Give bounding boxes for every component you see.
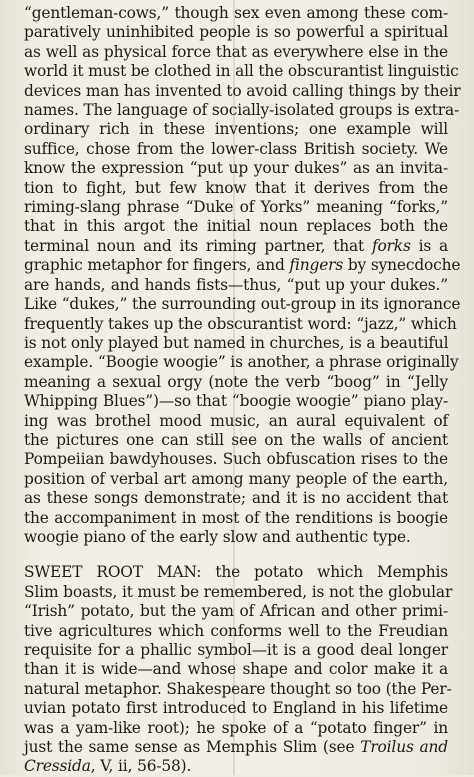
- text-line: tive agricultures which conforms well to the Freudian: [24, 621, 448, 640]
- text-line: as well as physical force that as everywhere else in the: [24, 42, 448, 61]
- text-line: Like “dukes,” the surrounding out-group in its ignorance: [24, 295, 461, 314]
- text-line: requisite for a phallic symbol—it is a good deal longer: [24, 641, 448, 659]
- text-line: names. The language of socially-isolated groups is extra-: [24, 101, 460, 120]
- text-line: riming-slang phrase “Duke of Yorks” meaning “forks,”: [24, 198, 448, 217]
- text-line: just the same sense as Memphis Slim (see Troilus and: [24, 738, 448, 757]
- text-line: graphic metaphor for fingers, and fingers by synecdoche: [24, 256, 461, 275]
- text-line: natural metaphor. Shakespeare thought so too (the Per-: [24, 679, 452, 698]
- text-line: ing was brothel mood music, an aural equivalent of: [24, 411, 448, 430]
- text-line: the pictures one can still see on the walls of ancient: [24, 430, 448, 449]
- text-line: uvian potato first introduced to England in his lifetime: [24, 699, 448, 718]
- text-line: Whipping Blues”)—so that “boogie woogie” piano play-: [24, 392, 448, 411]
- text-line: world it must be clothed in all the obscurantist linguistic: [24, 62, 459, 81]
- text-line: example. “Boogie woogie” is another, a phrase originally: [24, 353, 459, 372]
- text-line: frequently takes up the obscurantist word: “jazz,” which: [24, 314, 457, 333]
- text-line: SWEET ROOT MAN: the potato which Memphis: [24, 563, 448, 582]
- text-line: is not only played but named in churches, is a beautiful: [24, 333, 449, 352]
- paragraph-sweet-root-man: [24, 563, 453, 776]
- text-line: suffice, chose from the lower-class British society. We: [24, 139, 448, 158]
- text-line: than it is wide—and whose shape and color make it a: [24, 660, 448, 679]
- text-line: ordinary rich in these inventions; one example will: [24, 120, 448, 139]
- text-line: the accompaniment in most of the renditions is boogie: [24, 508, 448, 527]
- text-line: tion to fight, but few know that it derives from the: [24, 178, 448, 197]
- text-line: know the expression “put up your dukes” as an invita-: [24, 159, 448, 178]
- text-line: Pompeiian bawdyhouses. Such obfuscation rises to the: [24, 450, 448, 469]
- paragraph-riming-slang: [24, 4, 461, 547]
- text-line: that in this argot the initial noun replaces both the: [24, 217, 448, 236]
- text-line: Slim boasts, it must be remembered, is not the globular: [24, 582, 453, 601]
- text-line: meaning a sexual orgy (note the verb “boog” in “Jelly: [24, 372, 448, 391]
- text-line: “Irish” potato, but the yam of African and other primi-: [24, 602, 448, 621]
- text-line: devices man has invented to avoid calling things by their: [24, 81, 461, 100]
- text-line: was a yam-like root); he spoke of a “potato finger” in: [24, 718, 448, 737]
- text-line: woogie piano of the early slow and authentic type.: [24, 527, 411, 546]
- text-line: “gentleman-cows,” though sex even among these com-: [24, 4, 448, 22]
- text-line: terminal noun and its riming partner, that forks is a: [24, 236, 449, 255]
- text-line: position of verbal art among many people of the earth,: [24, 469, 448, 488]
- text-line: as these songs demonstrate; and it is no accident that: [24, 489, 448, 508]
- text-line: paratively uninhibited people is so powerful a spiritual: [24, 23, 448, 42]
- body-text: [24, 4, 461, 777]
- text-line: Cressida, V, ii, 56-58).: [24, 757, 192, 776]
- text-line: are hands, and hands fists—thus, “put up your dukes.”: [24, 275, 448, 294]
